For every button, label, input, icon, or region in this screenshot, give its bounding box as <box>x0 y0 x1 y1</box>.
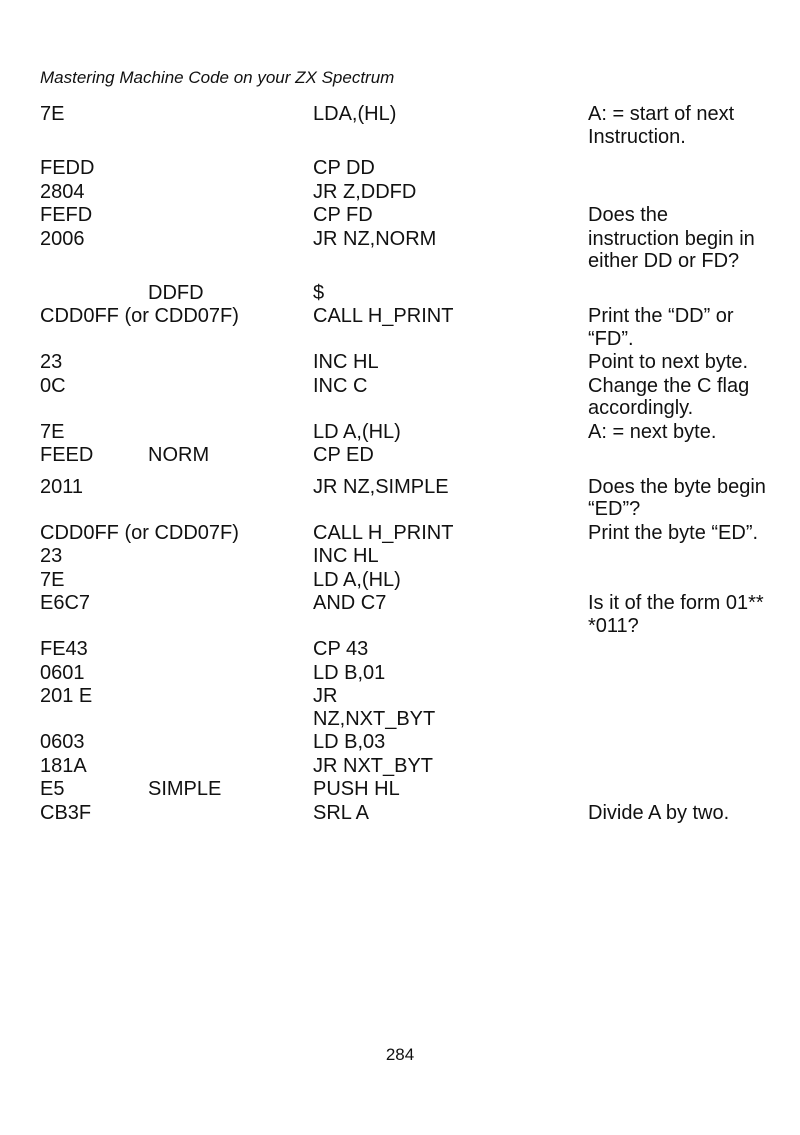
comment: Change the C flag accordingly. <box>588 374 750 419</box>
listing-row <box>40 569 770 592</box>
comment <box>588 662 768 685</box>
hex-code: CDD0FF (or CDD07F) <box>40 521 239 544</box>
label <box>148 476 313 521</box>
comment <box>588 569 768 592</box>
comment: Is it of the form 01** *011? <box>588 592 764 637</box>
comment <box>588 444 768 467</box>
label <box>148 685 313 730</box>
instruction: $ <box>313 281 325 304</box>
listing-row <box>40 778 770 801</box>
hex-code: E5 <box>40 778 65 800</box>
comment: Print the byte “ED”. <box>588 521 759 544</box>
hex-code: FEFD <box>40 204 93 226</box>
label: DDFD <box>148 281 204 304</box>
hex-code: E6C7 <box>40 592 91 614</box>
instruction: LD B,03 <box>313 731 386 753</box>
label <box>148 181 313 204</box>
hex-code: 7E <box>40 420 65 443</box>
listing-row <box>40 103 770 148</box>
instruction: CP FD <box>313 204 373 226</box>
hex-code: 23 <box>40 351 63 373</box>
instruction: LD A,(HL) <box>313 568 401 591</box>
hex-code: 0C <box>40 374 66 397</box>
instruction: JR NXT_BYT <box>313 754 434 777</box>
instruction: AND C7 <box>313 592 387 614</box>
instruction: CALL H_PRINT <box>313 305 454 327</box>
listing-row <box>40 685 770 730</box>
instruction: INC HL <box>313 545 379 567</box>
label <box>148 545 313 568</box>
listing-row <box>40 592 770 637</box>
comment <box>588 181 768 204</box>
instruction: JR NZ,NORM <box>313 227 437 250</box>
comment: A: = start of next Instruction. <box>588 103 735 148</box>
hex-code: 0601 <box>40 661 85 684</box>
comment: Point to next byte. <box>588 351 749 373</box>
listing-row <box>40 181 770 204</box>
instruction: CP DD <box>313 157 375 179</box>
comment: Divide A by two. <box>588 801 730 824</box>
comment: instruction begin in either DD or FD? <box>588 227 755 272</box>
instruction: SRL A <box>313 801 369 824</box>
label: NORM <box>148 444 210 466</box>
instruction: LD B,01 <box>313 661 386 684</box>
page-number: 284 <box>385 1045 415 1064</box>
comment <box>588 282 768 305</box>
label <box>148 421 313 444</box>
instruction: LD A,(HL) <box>313 420 401 443</box>
label <box>148 228 313 273</box>
hex-code: 181A <box>40 754 87 777</box>
instruction: JR NZ,SIMPLE <box>313 475 449 498</box>
label <box>148 802 313 825</box>
label <box>148 351 313 374</box>
listing-row <box>40 731 770 754</box>
label <box>148 731 313 754</box>
hex-code: 201 E <box>40 685 93 707</box>
listing-row <box>40 444 770 467</box>
comment <box>588 778 768 801</box>
instruction: LDA,(HL) <box>313 103 397 125</box>
label <box>148 157 313 180</box>
label <box>148 204 313 227</box>
instruction: CALL H_PRINT <box>313 521 454 544</box>
listing-row <box>40 802 770 825</box>
label <box>148 662 313 685</box>
hex-code: 23 <box>40 545 63 567</box>
label <box>148 103 313 148</box>
label <box>148 755 313 778</box>
hex-code: 2011 <box>40 475 84 498</box>
hex-code: CDD0FF (or CDD07F) <box>40 305 239 327</box>
comment <box>588 731 768 754</box>
instruction: INC HL <box>313 351 379 373</box>
hex-code: 7E <box>40 568 65 591</box>
comment: Print the “DD” or “FD”. <box>588 305 734 350</box>
instruction: JR NZ,NXT_BYT <box>313 685 436 730</box>
comment: Does the <box>588 204 669 226</box>
listing-row <box>40 351 770 374</box>
label <box>148 569 313 592</box>
listing-row <box>40 305 770 350</box>
hex-code <box>40 282 148 305</box>
comment <box>588 157 768 180</box>
label <box>148 375 313 420</box>
instruction: JR Z,DDFD <box>313 180 417 203</box>
hex-code: 7E <box>40 103 65 125</box>
listing-row <box>40 545 770 568</box>
comment <box>588 638 768 661</box>
listing-row <box>40 282 770 305</box>
comment <box>588 755 768 778</box>
label: SIMPLE <box>148 778 222 800</box>
running-header: Mastering Machine Code on your ZX Spectrum <box>40 68 395 87</box>
code-listing <box>40 103 770 825</box>
instruction: CP 43 <box>313 638 369 660</box>
listing-row <box>40 204 770 227</box>
instruction: PUSH HL <box>313 778 400 800</box>
hex-code: FEDD <box>40 157 95 179</box>
listing-row <box>40 522 770 545</box>
listing-row <box>40 421 770 444</box>
instruction: INC C <box>313 374 368 397</box>
listing-row <box>40 476 770 521</box>
hex-code: FE43 <box>40 638 88 660</box>
hex-code: CB3F <box>40 801 92 824</box>
comment <box>443 685 623 730</box>
listing-row <box>40 228 770 273</box>
listing-row <box>40 157 770 180</box>
hex-code: 2804 <box>40 180 85 203</box>
label <box>148 592 313 637</box>
listing-row <box>40 375 770 420</box>
instruction: CP ED <box>313 444 374 466</box>
hex-code: 0603 <box>40 731 85 753</box>
hex-code: 2006 <box>40 227 85 250</box>
comment: Does the byte begin “ED”? <box>588 475 766 520</box>
label <box>148 638 313 661</box>
comment: A: = next byte. <box>588 420 717 443</box>
listing-row <box>40 662 770 685</box>
listing-row <box>40 755 770 778</box>
listing-row <box>40 638 770 661</box>
hex-code: FEED <box>40 444 94 466</box>
comment <box>588 545 768 568</box>
